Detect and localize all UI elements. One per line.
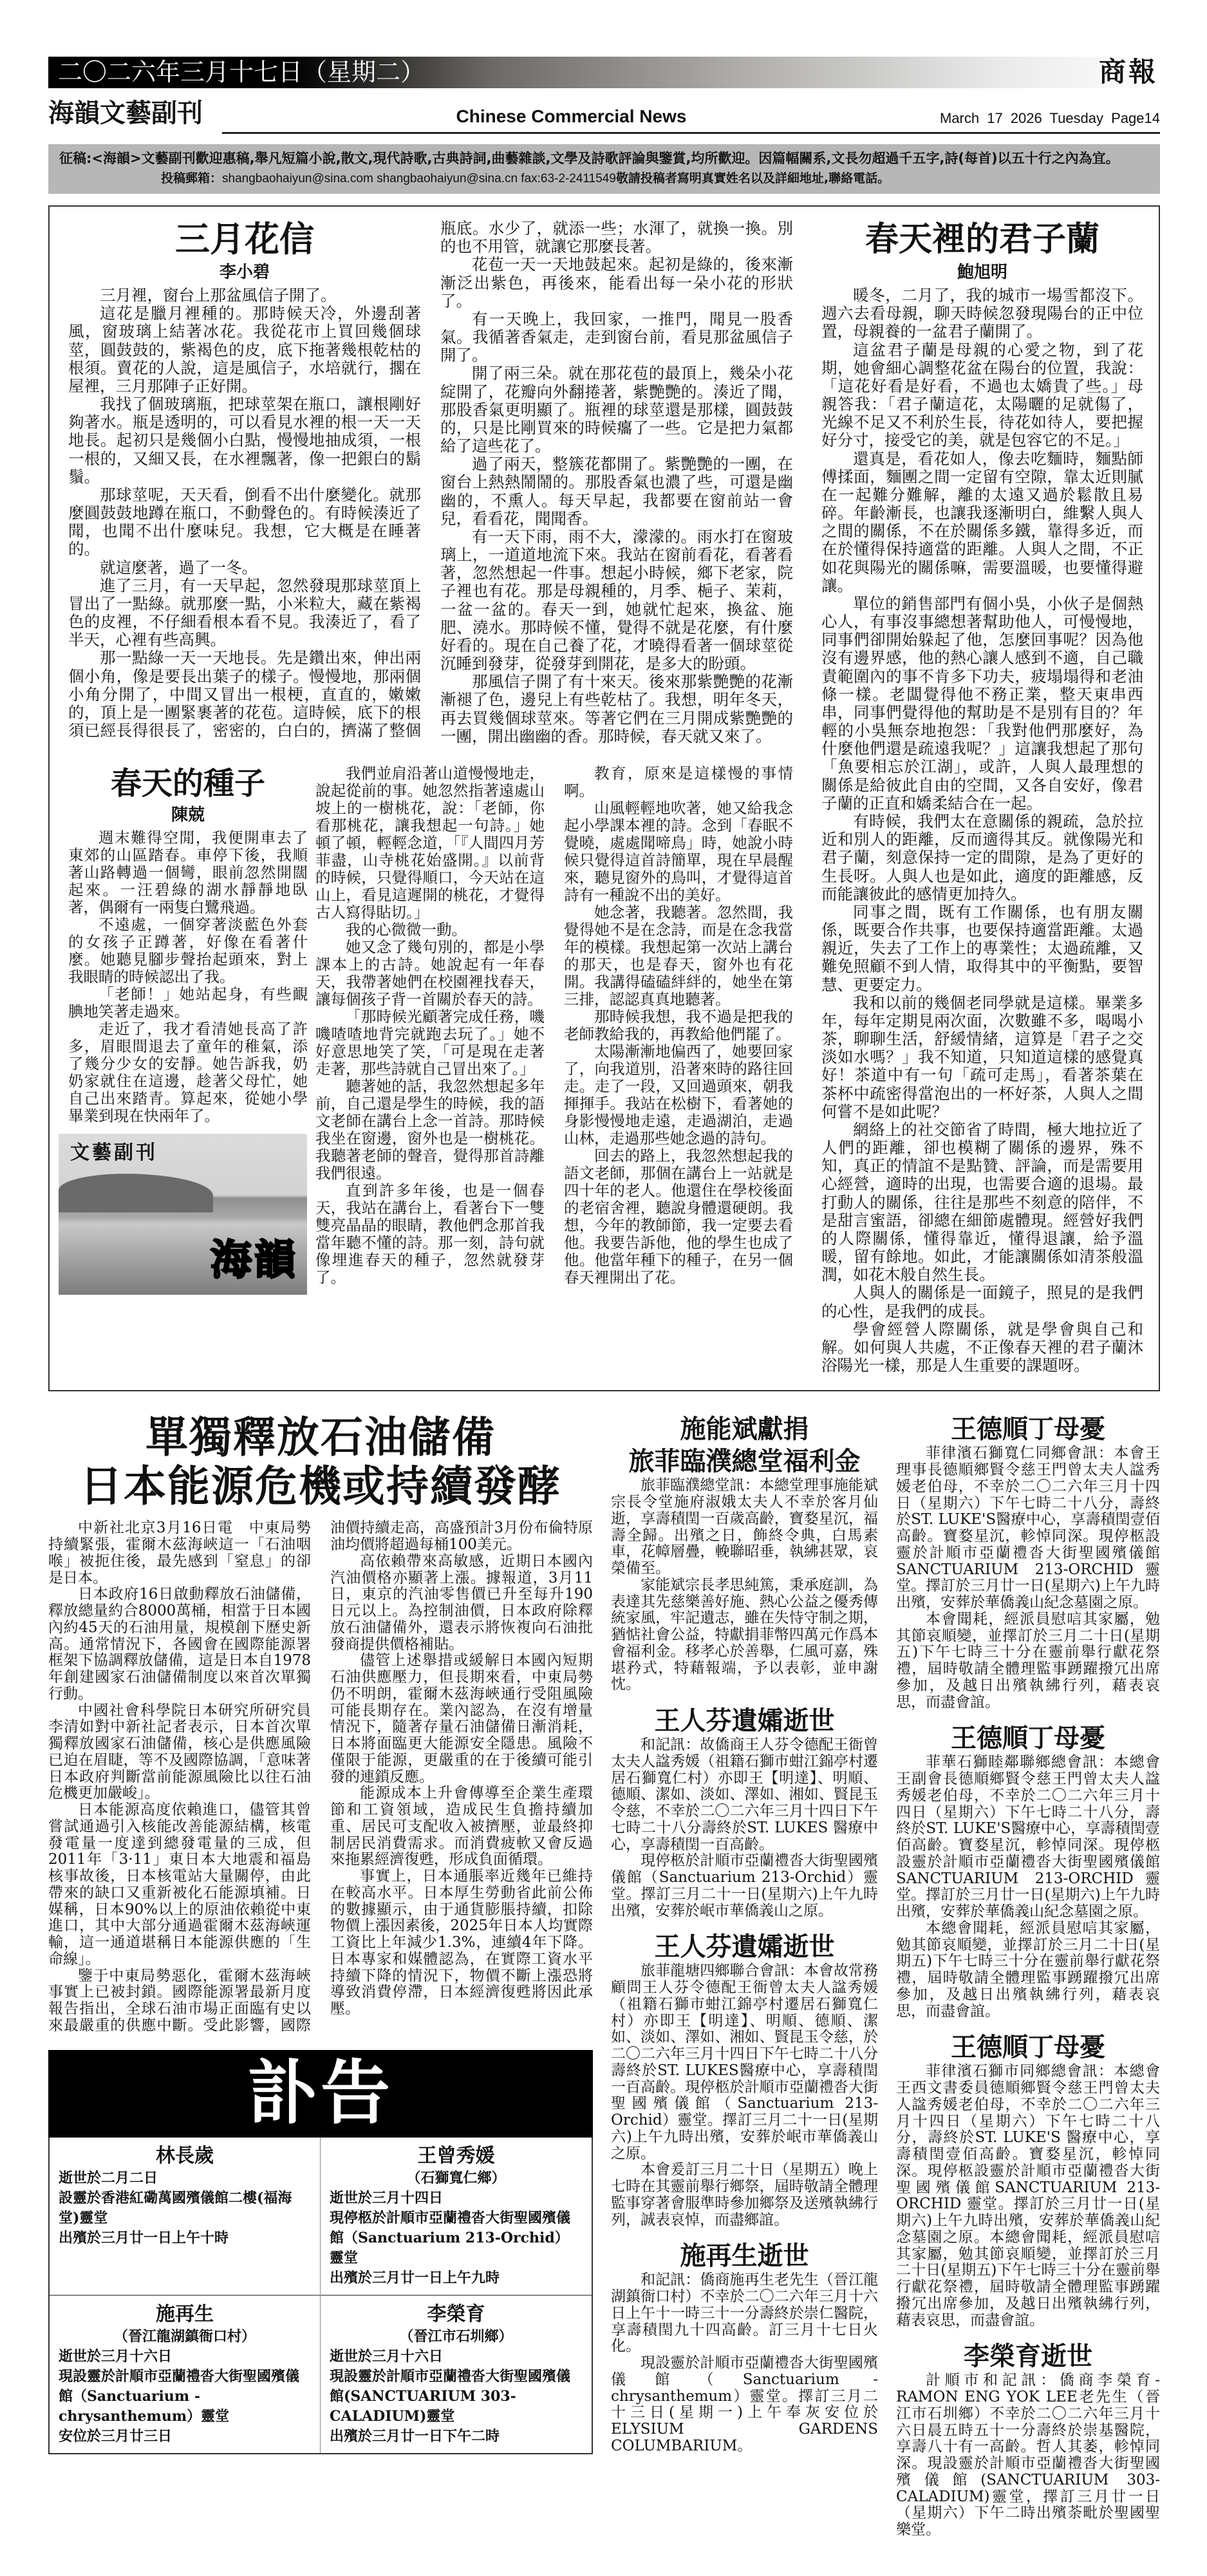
obituary-detail: 出殯於三月廿一日下午二時: [330, 2427, 500, 2445]
paragraph: 鑒于中東局勢惡化，霍爾木茲海峽事實上已被封鎖。國際能源署最新月度報告指出，全球石油市場正面臨有史以來最嚴重的供應中斷。受此影響，國際油價持續走高，高盛預計3月份布倫特原油均價將超過每桶100美元。: [48, 1519, 593, 2034]
news-and-obituaries: [48, 1413, 593, 2454]
masthead-row: [48, 99, 1160, 128]
paragraph: 單位的銷售部門有個小吳，小伙子是個熱心人，有事沒事總想著幫助他人，可慢慢地，同事們卻開始躲起了他，怎麼回事呢？因為他沒有邊界感，他的熱心讓人感到不適，自己職責範圍內的事不肯多下功夫，疲塌塌得和老油條一樣。老闆覺得他不務正業，整天東串西串，同事們覺得他的幫助是不是別有目的？年輕的小吳無奈地抱怨：「我對他們那麼好，為什麼他們還是疏遠我呢？」這讓我想起了那句「魚要相忘於江湖」，或許，人與人最理想的關係是給彼此自由的空間，又各自安好，像君子蘭的正直和嬌柔結合在一起。: [821, 594, 1143, 813]
deceased-origin: （晉江龍湖鎮衙口村）: [113, 2327, 256, 2345]
notice-item: [896, 2031, 1160, 2329]
notice-title: 李榮育逝世: [964, 2342, 1092, 2372]
submit-label: 投稿郵箱：: [161, 171, 223, 185]
obituary-detail: 安位於三月廿三日: [59, 2427, 173, 2445]
paragraph: 還真是，看花如人，像去吃麵時，麵點師傅揉面，麵團之間一定留有空隙，靠太近則膩在一起難分難解，離的太遠又過於鬆散且易碎。年齡漸長，也讓我逐漸明白，維繫人與人之間的關係，不在於關係多鐵，靠得多近，而在於懂得保持適當的距離。人與人之間，不正如花與陽光的關係嘛，需要溫暖，也要懂得避讓。: [821, 449, 1143, 595]
paragraph: 現停柩於計順市亞蘭禮沓大街聖國殯儀館（Sanctuarium 213-Orchid）靈堂。擇訂三月二十一日(星期六)上午九時出殯，安葬於岷市華僑義山之原。: [611, 1852, 878, 1919]
paragraph: 菲華石獅睦鄰聯鄉總會訊：本總會王副會長德順鄉賢令慈王門曾太夫人諡秀媛老伯母，不幸於二〇二六年三月十四日（星期六）下午七時二十八分，壽終於ST. LUKE'S醫療中心，享壽積閏壹佰高齡。寶婺星沉，軫悼同深。現停柩設靈於計順市亞蘭禮沓大街聖國殯儀館SANCTUARIUM 213-ORCHID靈堂。擇訂於三月廿一日(星期六)上午九時出殯，安葬於華僑義山紀念墓園之原。: [896, 1754, 1160, 1921]
paragraph: 那球莖呢，天天看，倒看不出什麼變化。就那麼圓鼓鼓地蹲在瓶口，不動聲色的。有時候湊近了聞，也聞不出什麼味兒。我想，它大概是在睡著的。: [68, 485, 421, 559]
paragraph: 中國社會科學院日本研究所研究員李清如對中新社記者表示，日本首次單獨釋放國家石油儲備，核心是供應風險已迫在眉睫，等不及國際協調，「意味著日本政府判斷當前能源風險比以往石油危機更加嚴峻」。: [48, 1702, 311, 1802]
paragraph: 有一天下雨，雨不大，濛濛的。雨水打在窗玻璃上，一道道地流下來。我站在窗前看花，看著看著，忽然想起一件事。想起小時候，鄉下老家，院子裡也有花。那是母親種的，月季、梔子、茉莉，一盆一盆的。春天一到，她就忙起來，換盆、施肥、澆水。那時候不懂，覺得不就是花麼，有什麼好看的。現在自己養了花，才曉得看著一個球莖從沉睡到發芽，從發芽到開花，是多大的盼頭。: [440, 527, 793, 673]
banner-text-haiyun: 海韻: [211, 1237, 298, 1285]
paragraph: 人與人的關係是一面鏡子，照見的是我們的心性，是我們的成長。: [821, 1283, 1143, 1321]
paragraph: 山風輕輕地吹著，她又給我念起小學課本裡的詩。念到「春眠不覺曉，處處聞啼鳥」時，她說小時候只覺得這首詩簡單，現在早晨醒來，聽見窗外的鳥叫，才覺得這首詩有一種說不出的美好。: [564, 799, 793, 905]
paragraph: 學會經營人際關係，就是學會與自己和解。如何與人共處，不正像春天裡的君子蘭沐浴陽光一樣，那是人生重要的課題呀。: [821, 1319, 1143, 1375]
notice-title: 旅菲臨濮總堂福利金: [628, 1447, 861, 1477]
literary-left-area: [68, 220, 793, 1375]
paragraph: 和記訊：僑商施再生老先生（晉江龍湖鎮衙口村）不幸於二〇二六年三月十六日上午十一時三十一分壽終於崇仁醫院，享壽積閏九十四高齡。訂三月十七日火化。: [611, 2271, 878, 2355]
paragraph: 日本能源高度依賴進口，儘管其曾嘗試通過引入核能改善能源結構，核電發電量一度達到總發電量的三成，但2011年「3·11」東日本大地震和福島核事故後，日本核電站大量關停，由此帶來的缺口又重新被化石能源填補。日媒稱，日本90%以上的原油依賴從中東進口，其中大部分通過霍爾木茲海峽運輸，這一通道堪稱日本能源供應的「生命線」。: [48, 1801, 311, 1968]
notice-item: [611, 1705, 878, 1919]
lower-section: [48, 1413, 1160, 2550]
paragraph: 家能斌宗長孝思純篤，秉承庭訓，為表達其先慈樂善好施、熱心公益之優秀傳統家風，牢記遺志，雖在失恃守制之期，猶惦社會公益，特獻捐菲幣四萬元作爲本會福利金。移孝心於善舉，仁風可嘉，殊堪矜式，特藉報端，予以表彰，並申謝忱。: [611, 1576, 878, 1693]
paragraph: 有一天晚上，我回家，一推門，聞見一股香氣。我循著香氣走，走到窗台前，看見那盆風信子開了。: [440, 309, 793, 365]
paragraph: 和記訊：故僑商王人芬令德配王衙曾太夫人諡秀媛（祖籍石獅市蚶江錦亭村遷居石獅寬仁村）亦即王【明達】、明順、德順、潔如、淡如、澤如、湘如、賢昆玉令慈，不幸於二〇二六年三月十四日下午七時二十八分壽終於ST. LUKES 醫療中心，享壽積閏一百高齡。: [611, 1736, 878, 1853]
date-banner: [48, 57, 1160, 88]
paragraph: 事實上，日本通脹率近幾年已維持在較高水平。日本厚生勞動省此前公佈的數據顯示，由于通貨膨脹持續，扣除物價上漲因素後，2025年日本人均實際工資比上年減少1.3%，連續4年下降。日本專家和媒體認為，在實際工資水平持續下降的情況下，物價不斷上漲恐將導致消費停滯，日本經濟復甦將因此承壓。: [330, 1868, 593, 2018]
article-march-flowers: [68, 220, 793, 746]
paragraph: 那風信子開了有十來天。後來那紫艷艷的花漸漸褪了色，邊兒上有些乾枯了。我想，明年冬天，再去買幾個球莖來。等著它們在三月開成紫艷艷的一團，開出幽幽的香。那時候，春天就又來了。: [440, 672, 793, 746]
paragraph: 開了兩三朵。就在那花苞的最頂上，幾朵小花綻開了，花瓣向外翻捲著，紫艷艷的。湊近了聞，那股香氣更明顯了。瓶裡的球莖還是那樣，圓鼓鼓的，只是比剛買來的時候癟了一些。它是把力氣都給了這些花了。: [440, 364, 793, 456]
date-chinese: 二〇二六年三月十七日（星期二）: [58, 58, 426, 86]
newspaper-logo: 商報: [1098, 56, 1158, 88]
obituary-detail: 設靈於香港紅磡萬國殯儀館二樓(福海堂)靈堂: [59, 2189, 292, 2226]
paragraph: 我們並肩沿著山道慢慢地走，說起從前的事。她忽然指著遠處山坡上的一樹桃花，說：「老師，你看那桃花，讓我想起一句詩。」她頓了頓，輕輕念道，「『人間四月芳菲盡，山寺桃花始盛開。』以前背的時候，只覺得順口，今天站在這山上，看見這遲開的桃花，才覺得古人寫得貼切。」: [315, 764, 545, 922]
paragraph: 這花是臘月裡種的。那時候天冷，外邊刮著風，窗玻璃上結著冰花。我從花市上買回幾個球莖，圓鼓鼓的，紫褐色的皮，底下拖著幾根乾枯的根須。賣花的人說，這是風信子，水培就行，擱在屋裡，三月那陣子正好開。: [68, 304, 421, 395]
notice-item: [896, 1413, 1160, 1711]
deceased-name: 施再生: [156, 2302, 214, 2326]
deceased-origin: （晉江市石圳鄉）: [399, 2327, 513, 2345]
paragraph: 菲律濱石獅寬仁同鄉會訊：本會王理事長德順鄉賢令慈王門曾太夫人諡秀媛老伯母，不幸於二〇二六年三月十四日（星期六）下午七時二十八分，壽終於ST. LUKE'S醫療中心，享壽積閏壹佰高齡。寶婺星沉，軫悼同深。現停柩設靈於計順市亞蘭禮沓大街聖國殯儀館SANCTUARIUM 213-ORCHID靈堂。擇訂於三月廿一日(星期六)上午九時出殯，安葬於華僑義山紀念墓園之原。: [896, 1445, 1160, 1612]
article-author: 李小碧: [219, 263, 270, 282]
obituary-entry: [50, 2296, 321, 2453]
obituary-detail: 現停柩於計順市亞蘭禮沓大街聖國殯儀館（Sanctuarium 213-Orchid）靈堂: [330, 2209, 571, 2266]
obituary-detail: 現設靈於計順市亞蘭禮沓大街聖國殯儀館（Sanctuarium -chrysanthemum）靈堂: [59, 2367, 300, 2425]
paragraph: 暖冬，二月了，我的城市一場雪都沒下。週六去看母親，聊天時候忽發現陽台的正中位置，母親養的一盆君子蘭開了。: [821, 286, 1143, 341]
paragraph: 直到許多年後，也是一個春天，我站在講台上，看著台下一雙雙亮晶晶的眼睛，教他們念那首我當年聽不懂的詩。那一刻，詩句就像埋進春天的種子，忽然就發芽了。: [315, 1181, 545, 1287]
paragraph: 「那時候光顧著完成任務，嘰嘰喳喳地背完就跑去玩了。」她不好意思地笑了笑，「可是現在走著走著，那些詩就自己冒出來了。」: [315, 1008, 545, 1078]
submit-emails: shangbaohaiyun@sina.com shangbaohaiyun@sina.cn fax:63-2-2411549: [222, 172, 616, 185]
obituary-entry: [50, 2138, 321, 2296]
article-author: 鮑旭明: [957, 263, 1007, 282]
paragraph: 那時候我想，我不過是把我的老師教給我的，再教給他們罷了。: [564, 1008, 793, 1044]
notices-right-column: [896, 1413, 1160, 2550]
obituary-board: [48, 2138, 593, 2454]
paragraph: 週末難得空閒，我便開車去了東郊的山區踏春。車停下後，我順著山路轉過一個彎，眼前忽然開闊起來。一汪碧綠的湖水靜靜地臥著，偶爾有一兩隻白鷺飛過。: [68, 828, 308, 917]
article-spring-seed-row: [68, 765, 793, 1295]
hill-shape: [59, 1174, 213, 1212]
paragraph: 日本政府16日啟動釋放石油儲備，釋放總量約合8000萬桶，相當于日本國內約45天的石油用量，規模創下歷史新高。通常情況下，各國會在國際能源署框架下協調釋放儲備，這是日本自1978年創建國家石油儲備制度以來首次單獨行動。: [48, 1586, 311, 1702]
obituary-detail: 出殯於三月廿一日上午九時: [330, 2269, 500, 2286]
paragraph: 能源成本上升會傳導至企業生產環節和工資領域，造成民生負擔持續加重、居民可支配收入被擠壓，並最終抑制居民消費需求。而消費疲軟又會反過來拖累經濟復甦，形成負面循環。: [330, 1785, 593, 1868]
news-article-body: [48, 1520, 593, 2034]
obituary-detail: 逝世於三月十四日: [330, 2189, 444, 2206]
deceased-name: 林長歲: [156, 2144, 214, 2167]
call-for-submissions: 征稿:<海韻>文藝副刊歡迎惠稿,舉凡短篇小說,散文,現代詩歌,古典詩詞,曲藝雜談,文學及詩歌評論與鑒賞,均所歡迎。因篇幅關系,文長勿超過千五字,詩(每首)以五十行之內為宜。: [59, 151, 1119, 166]
article-clivia: [821, 220, 1143, 1375]
notice-item: [896, 1722, 1160, 2020]
paragraph: 她又念了幾句別的，都是小學課本上的古詩。她說起有一年春天，我帶著她們在校園裡找春天，讓每個孩子背一首關於春天的詩。: [315, 938, 545, 1009]
paragraph: 就這麼著，過了一冬。: [100, 558, 257, 577]
paragraph: 本會爰訂三月二十日（星期五）晚上七時在其靈前舉行鄉祭，屆時敬請全體理監事穿著會服準時參加鄉祭及送殯執紼行列，誠表哀悼，而盡鄉誼。: [611, 2161, 878, 2228]
paragraph: 我找了個玻璃瓶，把球莖架在瓶口，讓根剛好夠著水。瓶是透明的，可以看見水裡的根一天一天地長。起初只是幾個小白點，慢慢地抽成須，一根一根的，又細又長，在水裡飄著，像一把銀白的鬍鬚。: [68, 395, 421, 486]
notice-item: [611, 2240, 878, 2454]
submit-note: 敬請投稿者寫明真實姓名以及詳細地址,聯絡電話。: [615, 171, 890, 185]
obituary-entry: [321, 2138, 592, 2296]
paragraph: 菲律濱石獅市同鄉總會訊：本總會王西文書委員德順鄉賢令慈王門曾太夫人諡秀媛老伯母，不幸於二〇二六年三月十四日（星期六）下午七時二十八分，壽終於ST. LUKE'S 醫療中心，享壽積閏壹佰高齡。寶婺星沉，軫悼同深。現停柩設靈於計順市亞蘭禮沓大街聖國殯儀館SANCTUARIUM 213-ORCHID 靈堂。擇訂於三月廿一日(星期六)上午九時出殯，安葬於華僑義山紀念墓園之原。本總會聞耗，經派員慰唁其家屬，勉其節哀順變，並擇訂於三月二十日(星期五)下午七時三十分在靈前舉行獻花祭禮，屆時敬請全體理監事踴躍撥冗出席參加，及越日出殯執紼行列，藉表哀思，而盡會誼。: [896, 2063, 1160, 2329]
article-title: 春天的種子: [110, 765, 265, 802]
paragraph: 現設靈於計順市亞蘭禮沓大街聖國殯儀館（Sanctuarium -chrysanthemum）靈堂。擇訂三月二十三日(星期一)上午奉灰安位於ELYSIUM GARDENS COLUMBARIUM。: [611, 2355, 878, 2454]
paragraph: 不遠處，一個穿著淡藍色外套的女孩子正蹲著，好像在看著什麼。她聽見腳步聲抬起頭來，對上我眼睛的時候認出了我。: [68, 916, 308, 986]
obituary-entry: [321, 2296, 592, 2453]
paragraph: 我和以前的幾個老同學就是這樣。畢業多年，每年定期見兩次面，次數雖不多，喝喝小茶，聊聊生活，舒緩情緒，這算是「君子之交淡如水嗎？」我不知道，只知道這樣的感覺真好！茶道中有一句「疏可走馬」，看著茶葉在茶杯中疏密得當泡出的一杯好茶，人與人之間何嘗不是如此呢？: [821, 993, 1143, 1121]
paragraph: 回去的路上，我忽然想起我的語文老師，那個在講台上一站就是四十年的老人。他還住在學校後面的老宿舍裡，聽說身體還硬朗。我想，今年的教師節，我一定要去看他。我要告訴他，他的學生也成了他。他當年種下的種子，在另一個春天裡開出了花。: [564, 1147, 793, 1287]
paragraph: 過了兩天，整簇花都開了。紫艷艷的一團，在窗台上熱熱鬧鬧的。那股香氣也濃了些，可還是幽幽的，不熏人。每天早起，我都要在窗前站一會兒，看看花，聞聞香。: [440, 455, 793, 528]
date-english-page: March 17 2026 Tuesday Page14: [939, 110, 1160, 126]
submission-notice: [48, 144, 1160, 194]
paragraph: 有時候，我們太在意關係的親疏，急於拉近和別人的距離，反而適得其反。就像陽光和君子蘭，刻意保持一定的間隙，是為了更好的生長呀。人與人也是如此，適度的距離感，反而能讓彼此的感情更加持久。: [821, 811, 1143, 903]
paragraph: 三月裡，窗台上那盆風信子開了。: [100, 286, 337, 305]
notice-item: [611, 1931, 878, 2228]
paragraph: 聽著她的話，我忽然想起多年前，自己還是學生的時候，我的語文老師在講台上念一首詩。那時候我坐在窗邊，窗外也是一樹桃花。我聽著老師的聲音，覺得那首詩離我們很遠。: [315, 1077, 545, 1183]
notice-title: 施再生逝世: [680, 2241, 809, 2271]
obituary-detail: 現設靈於計順市亞蘭禮沓大街聖國殯儀館(SANCTUARIUM 303-CALADIUM)靈堂: [330, 2367, 571, 2425]
paragraph: 教育，原來是這樣慢的事情啊。: [564, 764, 793, 800]
paragraph: 走近了，我才看清她長高了許多，眉眼間退去了童年的稚氣，添了幾分少女的安靜。她告訴我，奶奶家就住在這邊，趁著父母忙，她自己出來踏青。算起來，從她小學畢業到現在快兩年了。: [68, 1020, 308, 1125]
notice-title: 王德順丁母憂: [951, 2033, 1105, 2063]
banner-text-literary: 文藝副刊: [70, 1142, 158, 1165]
paragraph: 中新社北京3月16日電 中東局勢持續緊張，霍爾木茲海峽這一「石油咽喉」被扼住後，最先感到「窒息」的卻是日本。: [48, 1519, 311, 1586]
news-headline-1: 單獨釋放石油儲備: [145, 1413, 496, 1463]
notice-title: 王人芬遺孀逝世: [654, 1932, 835, 1962]
obituary-detail: 逝世於二月二日: [59, 2169, 158, 2186]
paragraph: 我的心微微一動。: [346, 921, 467, 939]
paragraph: 這盆君子蘭是母親的心愛之物，到了花期，她會細心調整花盆在陽台的位置，我說：「這花好看是好看，不過也太嬌貴了些。」母親答我：「君子蘭這花，太陽曬的足就傷了，光線不足又不利於生長，待花如待人，要把握好分寸，接受它的美，就是包容它的不足。」: [821, 340, 1143, 450]
article-spring-seed: [68, 765, 308, 1295]
paragraph: 她念著，我聽著。忽然間，我覺得她不是在念詩，而是在念我當年的模樣。我想起第一次站上講台的那天，也是春天，窗外也有花開。我講得磕磕絆絆的，她坐在第三排，認認真真地聽著。: [564, 903, 793, 1009]
paragraph: 太陽漸漸地偏西了，她要回家了，向我道別，沿著來時的路往回走。走了一段，又回過頭來，朝我揮揮手。我站在松樹下，看著她的身影慢慢地走遠，走過湖泊，走過山林，走過那些她念過的詩句。: [564, 1042, 793, 1148]
obituary-board-title: 訃告: [48, 2050, 593, 2138]
obituary-detail: 出殯於三月廿一日上午十時: [59, 2229, 229, 2246]
notices-middle-column: [611, 1413, 878, 2466]
paragraph: 那一點綠一天一天地長。先是鑽出來，伸出兩個小角，像是要長出葉子的樣子。慢慢地，那兩個小角分開了，中間又冒出一根梗，直直的，嫩嫩的，頂上是一團緊裹著的花苞。這時候，底下的根須已經長得很長了，密密的，白白的，擠滿了整個瓶底。水少了，就添一些；水渾了，就換一換。別的也不用管，就讓它那麼長著。: [68, 219, 793, 740]
article-title: 春天裡的君子蘭: [865, 220, 1099, 259]
notice-title: 王德順丁母憂: [951, 1415, 1105, 1445]
section-masthead: 海韻文藝副刊: [48, 99, 203, 128]
deceased-name: 李榮育: [427, 2302, 485, 2326]
newspaper-page: [48, 0, 1160, 2576]
paragraph: 花苞一天一天地鼓起來。起初是綠的，後來漸漸泛出紫色，再後來，能看出每一朵小花的形狀了。: [440, 255, 793, 310]
obituary-detail: 逝世於三月十六日: [59, 2347, 173, 2365]
notice-item: [611, 1413, 878, 1693]
notice-title: 施能斌獻捐: [680, 1415, 809, 1445]
paragraph: 計順市和記訊：僑商李榮育-RAMON ENG YOK LEE老先生（晉江市石圳鄉）不幸於二〇二六年三月十六日晨五時五十一分壽終於崇基醫院，享壽八十有一高齡。哲人其萎，軫悼同深。現設靈於計順市亞蘭禮沓大街聖國殯儀館(SANCTUARIUM 303-CALADIUM)靈堂，擇訂三月廿一日（星期六）下午二時出殯荼毗於聖國聖樂堂。: [896, 2372, 1160, 2539]
paragraph: 本總會聞耗，經派員慰唁其家屬，勉其節哀順變，並擇訂於三月二十日(星期五)下午七時三十分在靈前舉行獻花祭禮，屆時敬請全體理監事踴躍撥冗出席參加，及越日出殯執紼行列，藉表哀思，而盡會誼。: [896, 1919, 1160, 2020]
paragraph: 進了三月，有一天早起，忽然發現那球莖頂上冒出了一點綠。就那麼一點，小米粒大，藏在紫褐色的皮裡，不仔細看根本看不見。我湊近了，看了半天，心裡有些高興。: [68, 576, 421, 650]
news-headline-2: 日本能源危機或持續發酵: [80, 1462, 561, 1512]
literary-section-frame: [48, 205, 1160, 1391]
article-author: 陳兢: [171, 805, 205, 825]
paragraph: 本會聞耗，經派員慰唁其家屬，勉其節哀順變，並擇訂於三月二十日(星期五)下午七時三十分在靈前舉行獻花祭禮，屆時敬請全體理監事踴躍撥冗出席參加，及越日出殯執紼行列，藉表哀思，而盡會誼。: [896, 1610, 1160, 1711]
paragraph: 儘管上述舉措或緩解日本國內短期石油供應壓力，但長期來看，中東局勢仍不明朗，霍爾木茲海峽通行受阻風險可能長期存在。業內認為，在沒有增量情況下，隨著存量石油儲備日漸消耗，日本將面臨更大能源安全隱患。風險不僅限于能源，更嚴重的在于後續可能引發的連鎖反應。: [330, 1652, 593, 1785]
paragraph: 「老師！」她站起身，有些靦腆地笑著走過來。: [68, 985, 308, 1021]
paragraph: 旅菲龍塘四鄉聯合會訊：本會故常務顧問王人芬令德配王衙曾太夫人諡秀媛（祖籍石獅市蚶江錦亭村遷居石獅寬仁村）亦即王【明達】、明順、德順、潔如、淡如、澤如、湘如、賢昆玉令慈，於二〇二六年三月十四日下午七時二十八分壽終於ST. LUKES醫療中心，享壽積閏一百高齡。現停柩於計順市亞蘭禮沓大街聖國殯儀館（Sanctuarium 213-Orchid）靈堂。擇訂三月二十一日(星期六)上午九時出殯，安葬於岷市華僑義山之原。: [611, 1962, 878, 2162]
paragraph: 同事之間，既有工作關係，也有朋友關係，既要合作共事，也要保持適當距離。太過親近，失去了工作上的專業性；太過疏離，又難免照顧不到人情，取得其中的平衡點，要智慧、更要定力。: [821, 902, 1143, 994]
obituary-detail: 逝世於三月十六日: [330, 2347, 444, 2365]
notice-item: [896, 2340, 1160, 2539]
paragraph: 旅菲臨濮總堂訊：本總堂理事施能斌宗長令堂施府淑娥太夫人不幸於客月仙逝，享壽積閏一百歲高齡，寶婺星沉，福壽全歸。出殯之日，飾終令典，白馬素車，花幛層疊，輓聯昭垂，執紼甚眾，哀榮備至。: [611, 1477, 878, 1577]
notice-title: 王德順丁母憂: [951, 1724, 1105, 1754]
paragraph: 網絡上的社交節省了時間，極大地拉近了人們的距離，卻也模糊了關係的邊界，殊不知，真正的情誼不是點贊、評論，而是需要用心經營，適時的出現，也需要合適的退場。最打動人的關係，往往是那些不刻意的陪伴，不是甜言蜜語，卻總在細節處體現。經營好我們的人際關係，懂得靠近，懂得退讓，給予溫暖，留有餘地。如此，才能讓關係如清茶般溫潤，如花木般自然生長。: [821, 1120, 1143, 1284]
paragraph: 高依賴帶來高敏感，近期日本國內汽油價格亦顯著上漲。據報道，3月11日，東京的汽油零售價已升至每升190日元以上。為控制油價，日本政府除釋放石油儲備外，還表示將恢複向石油批發商提供價格補貼。: [330, 1552, 593, 1653]
paper-name-english: Chinese Commercial News: [456, 106, 687, 126]
submission-contact: [59, 170, 1149, 187]
notice-title: 王人芬遺孀逝世: [654, 1706, 835, 1736]
masthead-divider: [222, 132, 1160, 134]
article-title: 三月花信: [175, 219, 314, 259]
haiyun-banner-image: [59, 1134, 307, 1295]
deceased-origin: （石獅寬仁鄉）: [406, 2169, 506, 2186]
deceased-name: 王曾秀媛: [417, 2144, 495, 2167]
article-spring-seed-continued: [315, 765, 793, 1295]
